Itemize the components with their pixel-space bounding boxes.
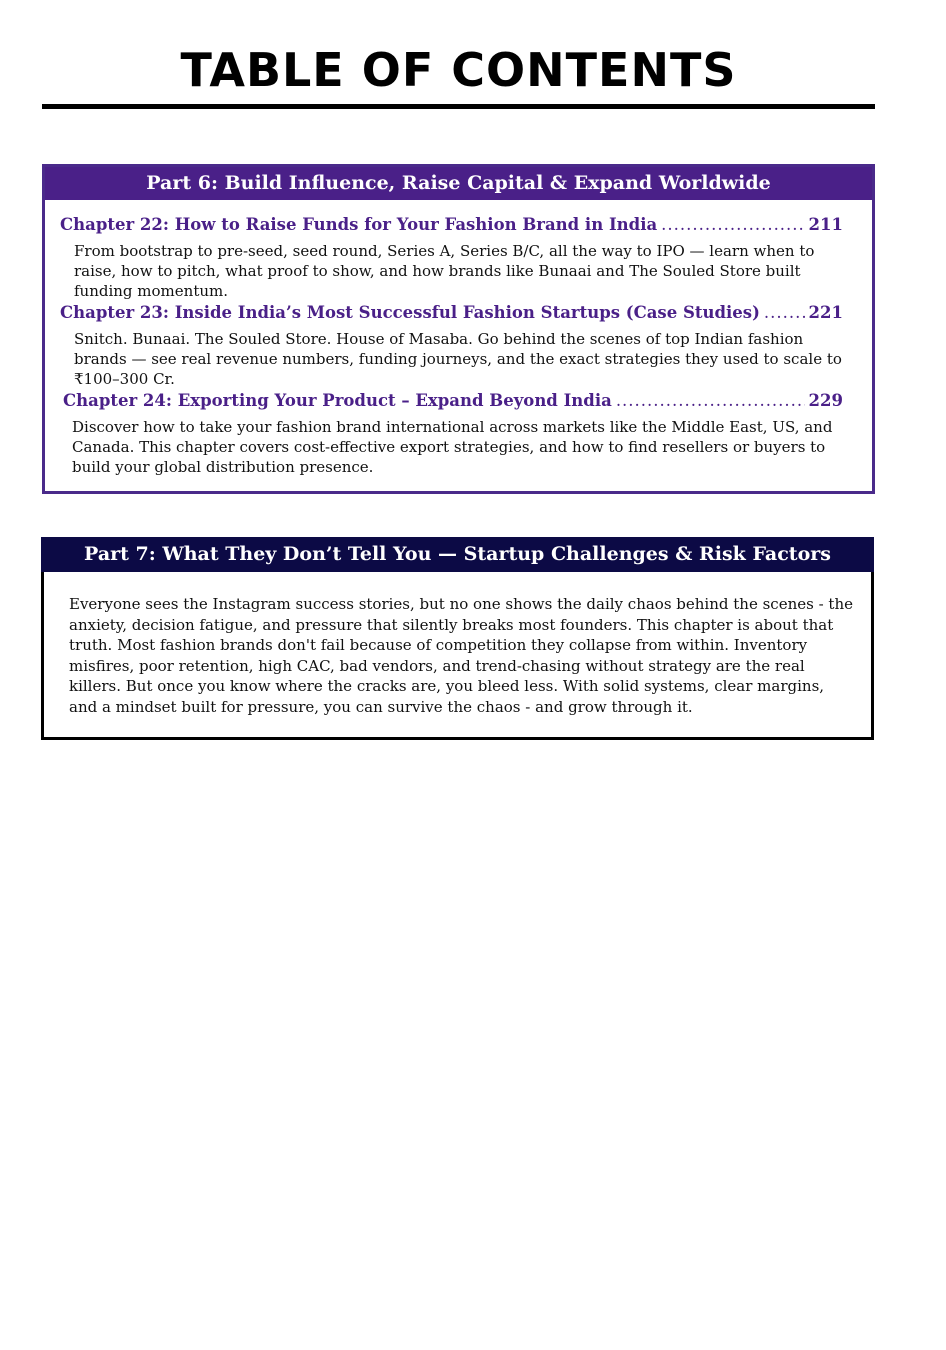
page-title: TABLE OF CONTENTS [180, 43, 737, 97]
chapter-24-entry [45, 391, 872, 477]
part-7-header: Part 7: What They Don’t Tell You — Startup Challenges & Risk Factors [41, 537, 874, 572]
part-7-body [41, 572, 874, 740]
leader-dots [616, 391, 805, 410]
chapter-23-entry [45, 303, 872, 389]
chapter-22-entry [45, 215, 872, 301]
leader-dots [661, 215, 804, 234]
chapter-title: Chapter 22: How to Raise Funds for Your Fashion Brand in India [60, 215, 658, 234]
chapter-page-number: 221 [808, 303, 843, 322]
part-7-section [41, 537, 874, 740]
chapter-description: From bootstrap to pre-seed, seed round, Series A, Series B/C, all the way to IPO — learn when to raise, how to pitch, what proof to show, and how brands like Bunaai and The Souled Store built funding momentum. [74, 242, 815, 300]
part-6-section [42, 164, 875, 494]
chapter-24-link[interactable] [63, 391, 843, 410]
part-7-description: Everyone sees the Instagram success stories, but no one shows the daily chaos behind the scenes - the anxiety, decision fatigue, and pressure that silently breaks most founders. This chapter is about that truth. Most fashion brands don't fail because of competition they collapse from within. Inventory misfires, poor retention, high CAC, bad vendors, and trend-chasing without strategy are the real killers. But once you know where the cracks are, you bleed less. With solid systems, clear margins, and a mindset built for pressure, you can survive the chaos - and grow through it. [69, 595, 853, 716]
leader-dots [764, 303, 805, 322]
chapter-page-number: 211 [808, 215, 843, 234]
chapter-title: Chapter 24: Exporting Your Product – Expand Beyond India [63, 391, 612, 410]
chapter-23-link[interactable] [60, 303, 843, 322]
chapter-title: Chapter 23: Inside India’s Most Successful Fashion Startups (Case Studies) [60, 303, 760, 322]
chapter-description: Discover how to take your fashion brand international across markets like the Middle East, US, and Canada. This chapter covers cost-effective export strategies, and how to find resellers or buyers to build your global distribution presence. [72, 418, 833, 476]
chapter-page-number: 229 [808, 391, 843, 410]
chapter-description: Snitch. Bunaai. The Souled Store. House of Masaba. Go behind the scenes of top Indian fashion brands — see real revenue numbers, funding journeys, and the exact strategies they used to scale to ₹100–300 Cr. [74, 330, 842, 388]
chapter-22-link[interactable] [60, 215, 843, 234]
title-divider [42, 104, 875, 109]
part-6-header: Part 6: Build Influence, Raise Capital & Expand Worldwide [45, 167, 872, 200]
